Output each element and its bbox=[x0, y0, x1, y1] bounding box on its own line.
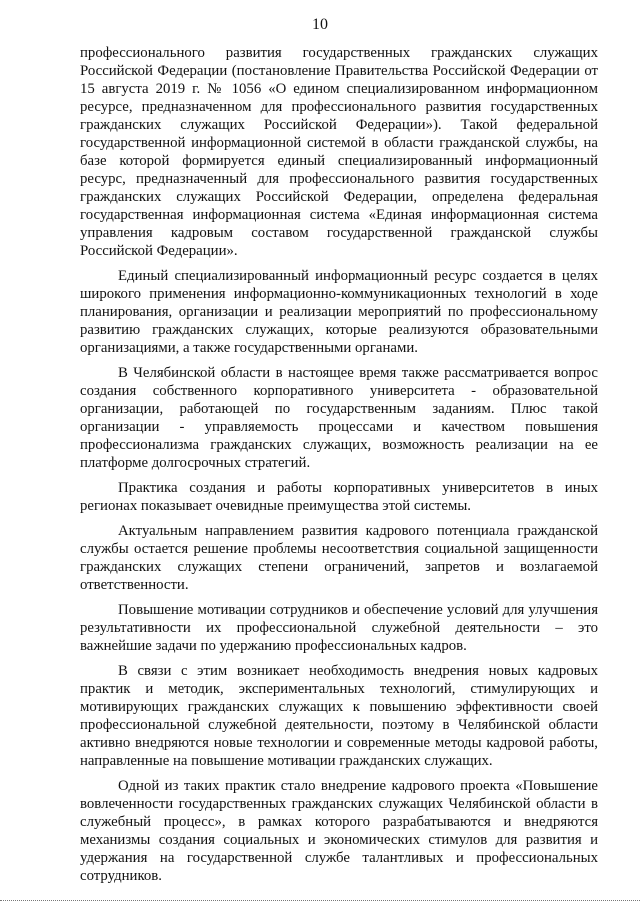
paragraph-2: Единый специализированный информационный ресурс создается в целях широкого применения информационно-коммуникационных технологий в ходе планирования, организации и реализации мероприятий по профессиональному развитию гражданских служащих, которые реализуются образовательными организациями, а также государственными органами. bbox=[80, 268, 598, 356]
document-body bbox=[80, 44, 598, 892]
paragraph-8: Одной из таких практик стало внедрение кадрового проекта «Повышение вовлеченности государственных гражданских служащих Челябинской области в служебный процесс», в рамках которого разрабатываются и внедряются механизмы создания социальных и экономических стимулов для развития и удержания на государственной службе талантливых и профессиональных сотрудников. bbox=[80, 778, 598, 884]
page-number: 10 bbox=[312, 16, 328, 33]
paragraph-1: профессионального развития государственных гражданских служащих Российской Федерации (постановление Правительства Российской Федерации от 15 августа 2019 г. № 1056 «О едином специализированном информационном ресурсе, предназначенном для профессионального развития государственных гражданских служащих Российской Федерации»). Такой федеральной государственной информационной системой в области гражданской службы, на базе которой формируется единый специализированный информационный ресурс, предназначенный для профессионального развития государственных гражданских служащих Российской Федерации, определена федеральная государственная информационная система «Единая информационная система управления кадровым составом государственной гражданской службы Российской Федерации». bbox=[80, 45, 598, 259]
paragraph-4: Практика создания и работы корпоративных университетов в иных регионах показывает очевидные преимущества этой системы. bbox=[80, 480, 598, 514]
paragraph-7: В связи с этим возникает необходимость внедрения новых кадровых практик и методик, экспериментальных технологий, стимулирующих и мотивирующих гражданских служащих к повышению эффективности своей профессиональной служебной деятельности, поэтому в Челябинской области активно внедряются новые технологии и современные методы кадровой работы, направленные на повышение мотивации гражданских служащих. bbox=[80, 663, 598, 769]
scan-edge-line bbox=[0, 900, 640, 901]
paragraph-6: Повышение мотивации сотрудников и обеспечение условий для улучшения результативности их профессиональной служебной деятельности – это важнейшие задачи по удержанию профессиональных кадров. bbox=[80, 602, 598, 654]
paragraph-5: Актуальным направлением развития кадрового потенциала гражданской службы остается решение проблемы несоответствия социальной защищенности гражданских служащих степени ограничений, запретов и возлагаемой ответственности. bbox=[80, 523, 598, 593]
paragraph-3: В Челябинской области в настоящее время также рассматривается вопрос создания собственного корпоративного университета - образовательной организации, работающей по государственным заданиям. Плюс такой организации - управляемость процессами и качеством повышения профессионализма гражданских служащих, возможность реализации на ее платформе долгосрочных стратегий. bbox=[80, 365, 598, 471]
